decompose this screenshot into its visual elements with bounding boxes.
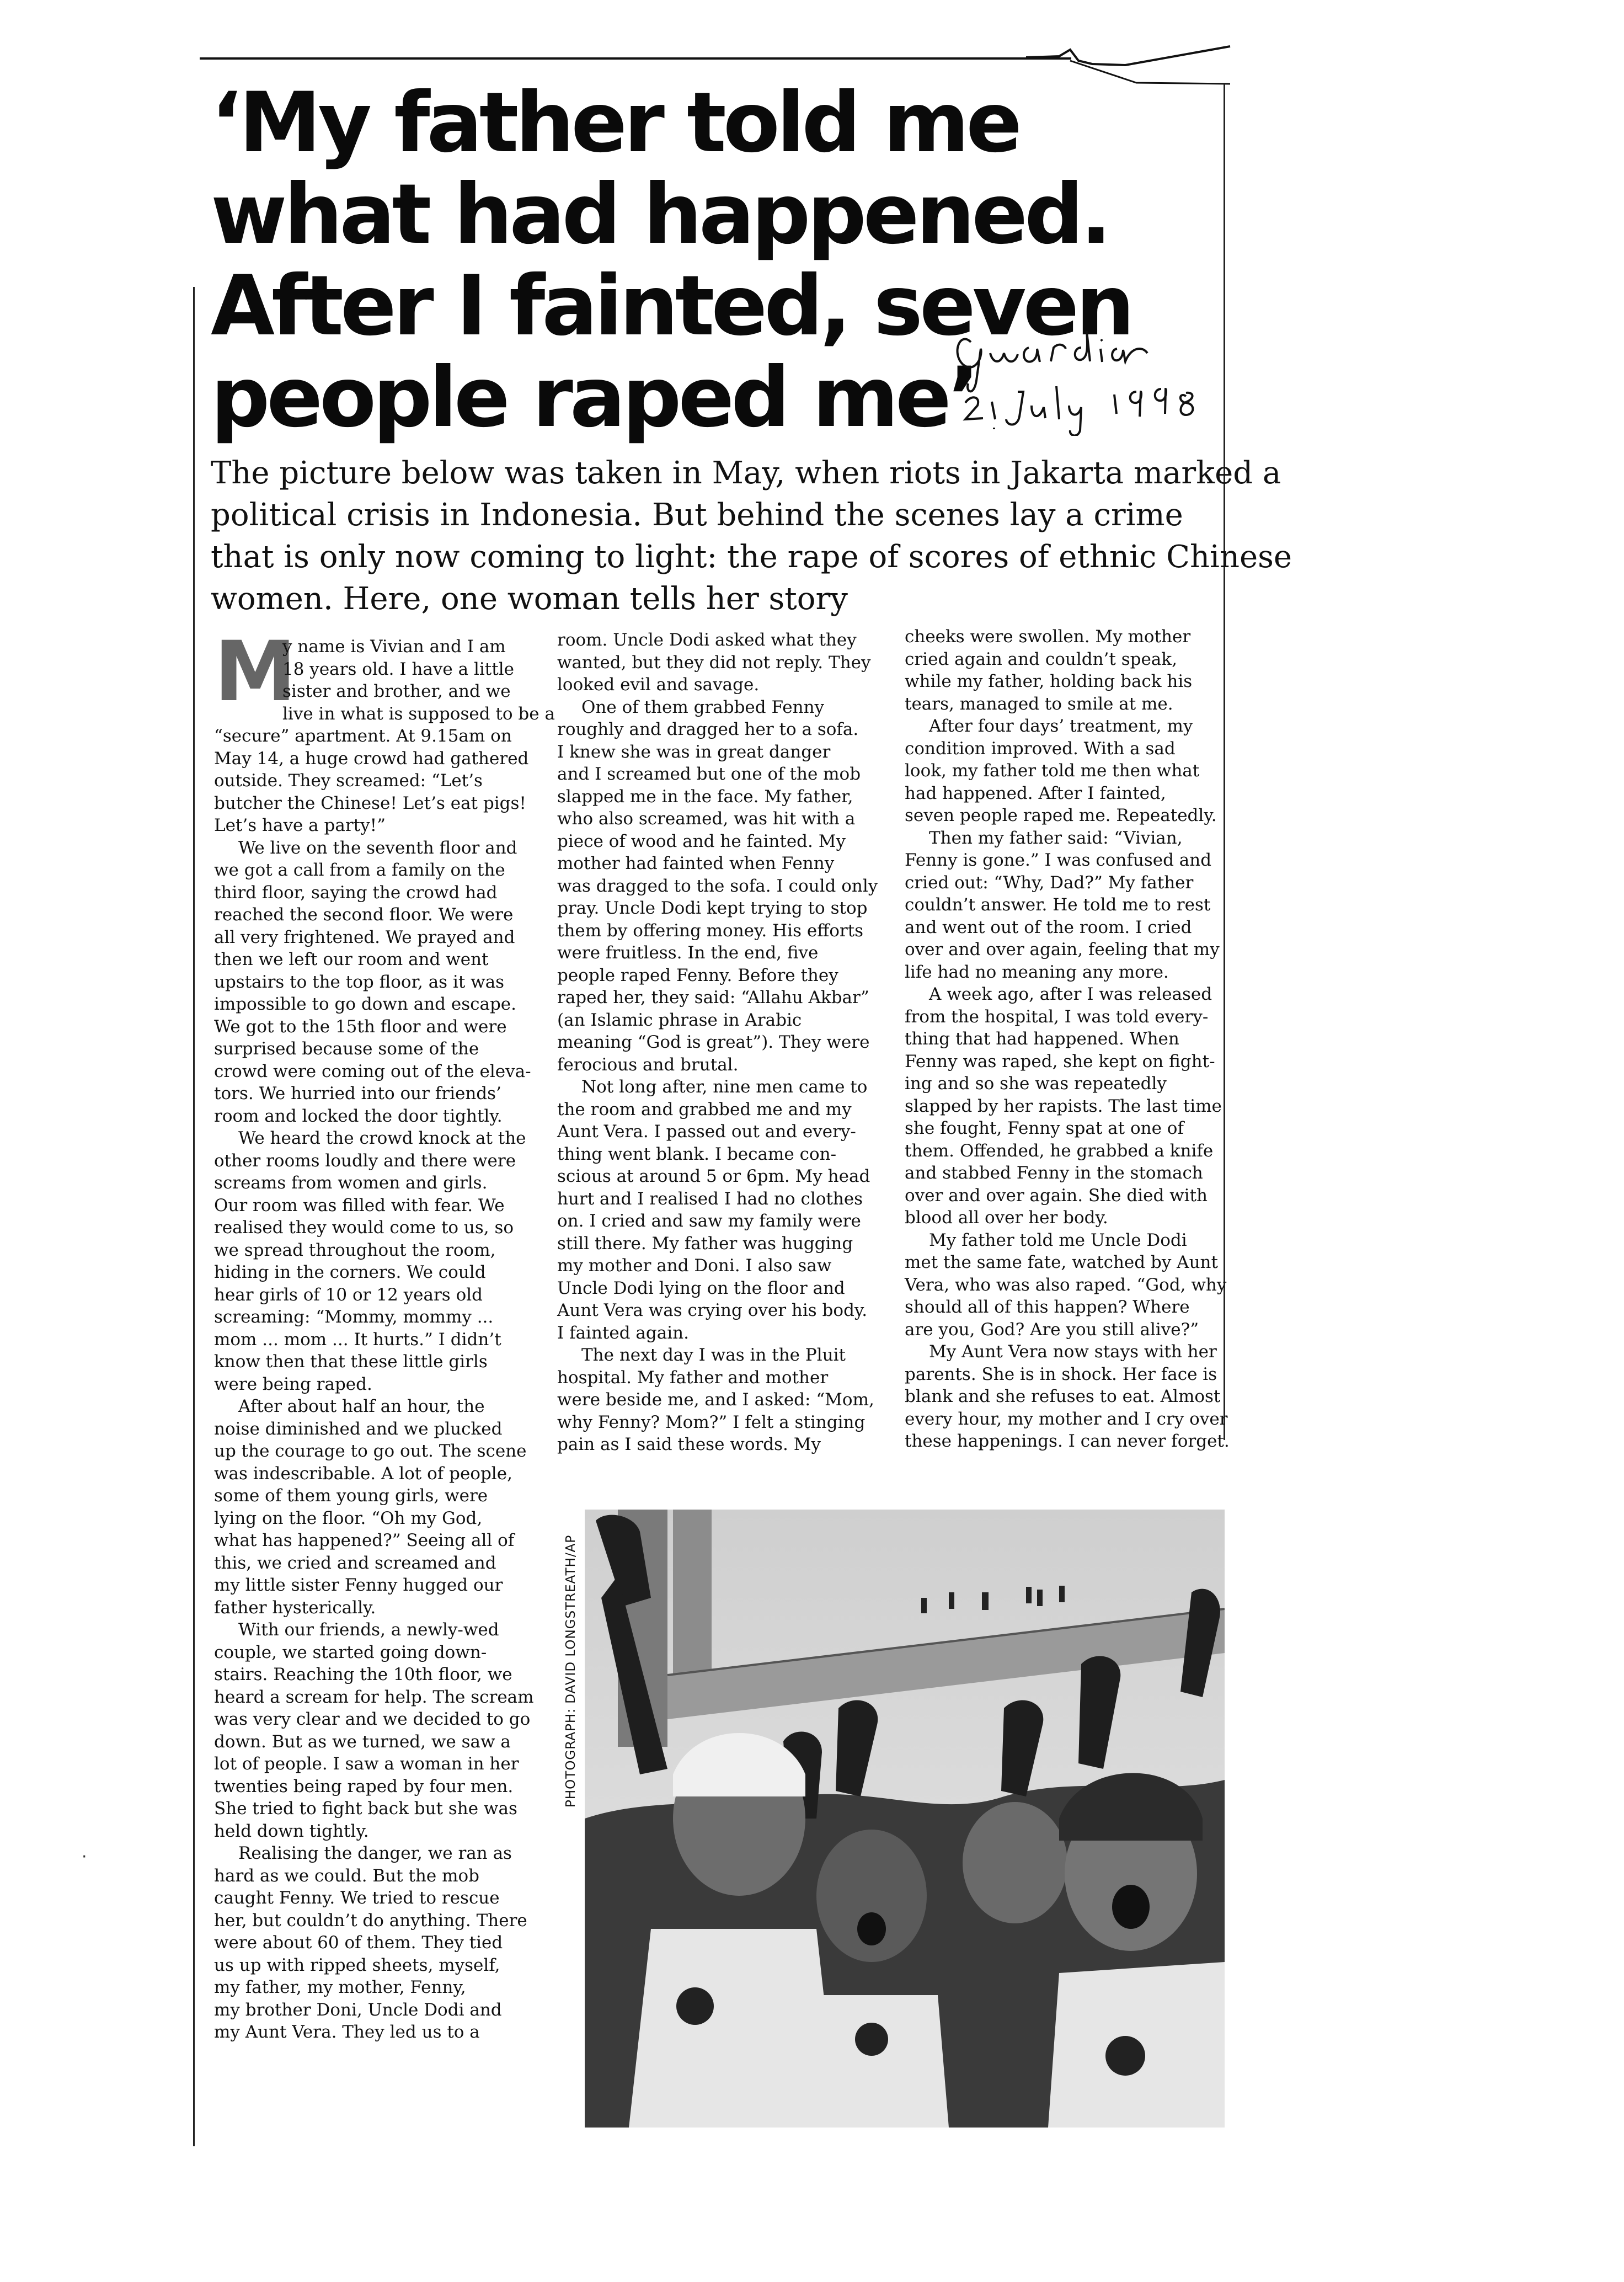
right-column-rule	[1224, 83, 1225, 1440]
body-line: people raped Fenny. Before they	[557, 965, 838, 985]
body-line: room. Uncle Dodi asked what they	[557, 630, 857, 650]
body-line: hard as we could. But the mob	[214, 1865, 479, 1886]
body-line: reached the second floor. We were	[214, 905, 514, 925]
body-line: was dragged to the sofa. I could only	[557, 876, 878, 896]
body-line: and went out of the room. I cried	[905, 917, 1192, 937]
body-line: why Fenny? Mom?” I felt a stinging	[557, 1412, 866, 1432]
body-line: thing went blank. I became con-	[557, 1144, 837, 1164]
body-line: seven people raped me. Repeatedly.	[905, 806, 1217, 825]
body-line: over and over again, feeling that my	[905, 940, 1220, 959]
body-line: scious at around 5 or 6pm. My head	[557, 1166, 870, 1186]
body-line: pain as I said these words. My	[557, 1435, 821, 1454]
headline-line: After I fainted, seven	[211, 258, 1132, 354]
body-line: third floor, saying the crowd had	[214, 882, 498, 903]
body-line: from the hospital, I was told every-	[905, 1006, 1209, 1027]
body-line: the room and grabbed me and my	[557, 1099, 852, 1119]
body-line: she fought, Fenny spat at one of	[905, 1118, 1184, 1138]
body-line: was very clear and we decided to go	[214, 1709, 531, 1729]
body-line: mom ... mom ... It hurts.” I didn’t	[214, 1329, 501, 1350]
body-line: and stabbed Fenny in the stomach	[905, 1163, 1203, 1183]
body-line: we got a call from a family on the	[214, 860, 505, 880]
body-line: this, we cried and screamed and	[214, 1553, 496, 1573]
body-line: 18 years old. I have a little	[282, 659, 514, 679]
body-line: We got to the 15th floor and were	[214, 1016, 507, 1037]
body-line: thing that had happened. When	[905, 1029, 1179, 1049]
body-line: slapped me in the face. My father,	[557, 786, 853, 807]
body-line: up the courage to go out. The scene	[214, 1441, 527, 1461]
body-line: She tried to fight back but she was	[214, 1799, 517, 1819]
body-line: screams from women and girls.	[214, 1173, 488, 1193]
body-line: look, my father told me then what	[905, 761, 1200, 781]
body-line: Vera, who was also raped. “God, why	[905, 1275, 1227, 1295]
body-line: My father told me Uncle Dodi	[929, 1230, 1187, 1250]
body-line: hear girls of 10 or 12 years old	[214, 1284, 483, 1305]
body-line: Realising the danger, we ran as	[238, 1843, 512, 1863]
body-line: had happened. After I fainted,	[905, 783, 1166, 803]
body-line: should all of this happen? Where	[905, 1297, 1190, 1317]
body-line: Aunt Vera. I passed out and every-	[557, 1122, 856, 1142]
body-line: cheeks were swollen. My mother	[905, 627, 1191, 647]
body-line: us up with ripped sheets, myself,	[214, 1955, 500, 1975]
scan-speck: ·	[82, 1847, 87, 1867]
body-column-1	[214, 624, 556, 2044]
body-line: One of them grabbed Fenny	[581, 697, 825, 717]
body-line: were fruitless. In the end, five	[557, 943, 819, 963]
body-line: some of them young girls, were	[214, 1486, 488, 1506]
body-line: held down tightly.	[214, 1821, 369, 1841]
body-line: mother had fainted when Fenny	[557, 854, 835, 873]
body-line: life had no meaning any more.	[905, 962, 1169, 982]
body-line: still there. My father was hugging	[557, 1233, 853, 1254]
body-line: With our friends, a newly-wed	[238, 1620, 499, 1640]
body-line: hurt and I realised I had no clothes	[557, 1188, 863, 1209]
body-line: “secure” apartment. At 9.15am on	[214, 726, 512, 746]
body-line: blood all over her body.	[905, 1208, 1108, 1228]
body-line: down. But as we turned, we saw a	[214, 1731, 511, 1752]
body-line: noise diminished and we plucked	[214, 1419, 503, 1439]
body-line: parents. She is in shock. Her face is	[905, 1364, 1217, 1384]
body-line: Fenny was raped, she kept on fight-	[905, 1051, 1215, 1071]
body-line: condition improved. With a sad	[905, 738, 1176, 759]
body-line: A week ago, after I was released	[929, 984, 1212, 1004]
body-line: every hour, my mother and I cry over	[905, 1409, 1228, 1429]
headline-line: ‘My father told me	[211, 75, 1019, 171]
body-line: over and over again. She died with	[905, 1185, 1208, 1206]
body-line: them. Offended, he grabbed a knife	[905, 1140, 1214, 1161]
body-line: We live on the seventh floor and	[238, 838, 517, 858]
body-line: met the same fate, watched by Aunt	[905, 1252, 1218, 1272]
body-line: were being raped.	[214, 1374, 372, 1394]
body-line: ferocious and brutal.	[557, 1054, 739, 1075]
body-line: and I screamed but one of the mob	[557, 764, 861, 784]
body-line: Our room was filled with fear. We	[214, 1195, 505, 1215]
photo-credit: PHOTOGRAPH: DAVID LONGSTREATH/AP	[564, 1534, 578, 1808]
body-line: tors. We hurried into our friends’	[214, 1084, 501, 1103]
body-line: hiding in the corners. We could	[214, 1262, 486, 1282]
body-line: while my father, holding back his	[905, 671, 1193, 691]
body-line: After four days’ treatment, my	[929, 716, 1193, 736]
body-line: slapped by her rapists. The last time	[905, 1096, 1222, 1116]
body-line: stairs. Reaching the 10th floor, we	[214, 1665, 512, 1684]
body-line: lot of people. I saw a woman in her	[214, 1754, 519, 1774]
body-column-2	[557, 629, 894, 1456]
body-line: After about half an hour, the	[238, 1396, 485, 1416]
body-line: screaming: “Mommy, mommy ...	[214, 1307, 494, 1327]
column-1-lines	[214, 624, 556, 2044]
body-line: piece of wood and he fainted. My	[557, 831, 846, 851]
body-line: father hysterically.	[214, 1597, 376, 1618]
riot-protest-photo	[585, 1510, 1225, 2128]
body-line: room and locked the door tightly.	[214, 1106, 503, 1126]
body-line: live in what is supposed to be a	[282, 703, 555, 724]
body-line: Not long after, nine men came to	[581, 1077, 868, 1097]
body-line: were beside me, and I asked: “Mom,	[557, 1390, 874, 1410]
body-line: my mother and Doni. I also saw	[557, 1256, 832, 1276]
body-line: know then that these little girls	[214, 1352, 488, 1372]
body-line: Aunt Vera was crying over his body.	[557, 1300, 868, 1320]
body-line: was indescribable. A lot of people,	[214, 1463, 512, 1484]
body-line: ing and so she was repeatedly	[905, 1074, 1167, 1094]
body-line: Uncle Dodi lying on the floor and	[557, 1278, 845, 1298]
body-line: pray. Uncle Dodi kept trying to stop	[557, 898, 868, 918]
body-line: surprised because some of the	[214, 1039, 479, 1059]
standfirst	[211, 452, 1292, 620]
body-line: what has happened?” Seeing all of	[214, 1531, 515, 1550]
body-line: y name is Vivian and I am	[282, 637, 506, 657]
body-line: May 14, a huge crowd had gathered	[214, 748, 529, 769]
body-line: my father, my mother, Fenny,	[214, 1977, 466, 1997]
body-line: impossible to go down and escape.	[214, 994, 516, 1014]
body-line: meaning “God is great”). They were	[557, 1032, 870, 1052]
body-line: we spread throughout the room,	[214, 1240, 496, 1260]
body-line: My Aunt Vera now stays with her	[929, 1342, 1217, 1362]
headline-line: people raped me’	[211, 350, 976, 446]
drop-cap: M	[214, 624, 297, 720]
body-line: all very frightened. We prayed and	[214, 927, 515, 947]
column-2-lines	[557, 629, 894, 1456]
body-line: these happenings. I can never forget.	[905, 1431, 1230, 1451]
body-line: I knew she was in great danger	[557, 742, 831, 762]
body-line: realised they would come to us, so	[214, 1218, 514, 1238]
body-line: (an Islamic phrase in Arabic	[557, 1010, 802, 1030]
body-line: Let’s have a party!”	[214, 815, 386, 835]
body-line: then we left our room and went	[214, 950, 489, 969]
standfirst-line: that is only now coming to light: the rape of scores of ethnic Chinese	[211, 539, 1292, 575]
body-line: couple, we started going down-	[214, 1642, 487, 1662]
body-line: other rooms loudly and there were	[214, 1150, 516, 1171]
left-column-rule	[193, 287, 195, 2146]
body-line: crowd were coming out of the eleva-	[214, 1061, 531, 1081]
top-rule	[200, 57, 1071, 60]
standfirst-line: women. Here, one woman tells her story	[211, 581, 848, 617]
body-line: wanted, but they did not reply. They	[557, 652, 871, 673]
body-line: lying on the floor. “Oh my God,	[214, 1508, 483, 1528]
body-line: raped her, they said: “Allahu Akbar”	[557, 988, 869, 1007]
column-3-lines	[905, 626, 1230, 1453]
standfirst-line: political crisis in Indonesia. But behind the scenes lay a crime	[211, 497, 1183, 533]
body-line: are you, God? Are you still alive?”	[905, 1319, 1199, 1340]
body-line: upstairs to the top floor, as it was	[214, 972, 505, 992]
body-line: blank and she refuses to eat. Almost	[905, 1387, 1221, 1406]
body-line: cried again and couldn’t speak,	[905, 649, 1177, 669]
body-line: my Aunt Vera. They led us to a	[214, 2022, 480, 2042]
body-line: sister and brother, and we	[282, 681, 511, 701]
body-line: twenties being raped by four men.	[214, 1776, 514, 1796]
body-line: were about 60 of them. They tied	[214, 1933, 503, 1953]
body-line: Fenny is gone.” I was confused and	[905, 850, 1212, 870]
body-line: on. I cried and saw my family were	[557, 1211, 861, 1231]
body-line: hospital. My father and mother	[557, 1367, 829, 1388]
body-column-3	[905, 626, 1230, 1453]
headline-line: what had happened.	[211, 167, 1109, 263]
body-line: them by offering money. His efforts	[557, 920, 864, 941]
body-line: couldn’t answer. He told me to rest	[905, 895, 1211, 915]
standfirst-line: The picture below was taken in May, when riots in Jakarta marked a	[211, 455, 1281, 491]
body-line: The next day I was in the Pluit	[581, 1345, 846, 1365]
body-line: my little sister Fenny hugged our	[214, 1575, 503, 1595]
body-line: her, but couldn’t do anything. There	[214, 1910, 527, 1931]
handwritten-source-note	[949, 309, 1236, 436]
body-line: heard a scream for help. The scream	[214, 1687, 534, 1707]
body-line: looked evil and savage.	[557, 675, 760, 695]
body-line: butcher the Chinese! Let’s eat pigs!	[214, 793, 526, 813]
body-line: roughly and dragged her to a sofa.	[557, 719, 859, 739]
body-line: tears, managed to smile at me.	[905, 694, 1173, 714]
body-line: outside. They screamed: “Let’s	[214, 771, 483, 791]
body-line: my brother Doni, Uncle Dodi and	[214, 2000, 502, 2020]
body-line: We heard the crowd knock at the	[238, 1128, 526, 1148]
body-line: cried out: “Why, Dad?” My father	[905, 872, 1194, 893]
body-line: I fainted again.	[557, 1323, 689, 1343]
body-line: who also screamed, was hit with a	[557, 809, 856, 829]
body-line: Then my father said: “Vivian,	[929, 828, 1183, 848]
body-line: caught Fenny. We tried to rescue	[214, 1888, 500, 1908]
